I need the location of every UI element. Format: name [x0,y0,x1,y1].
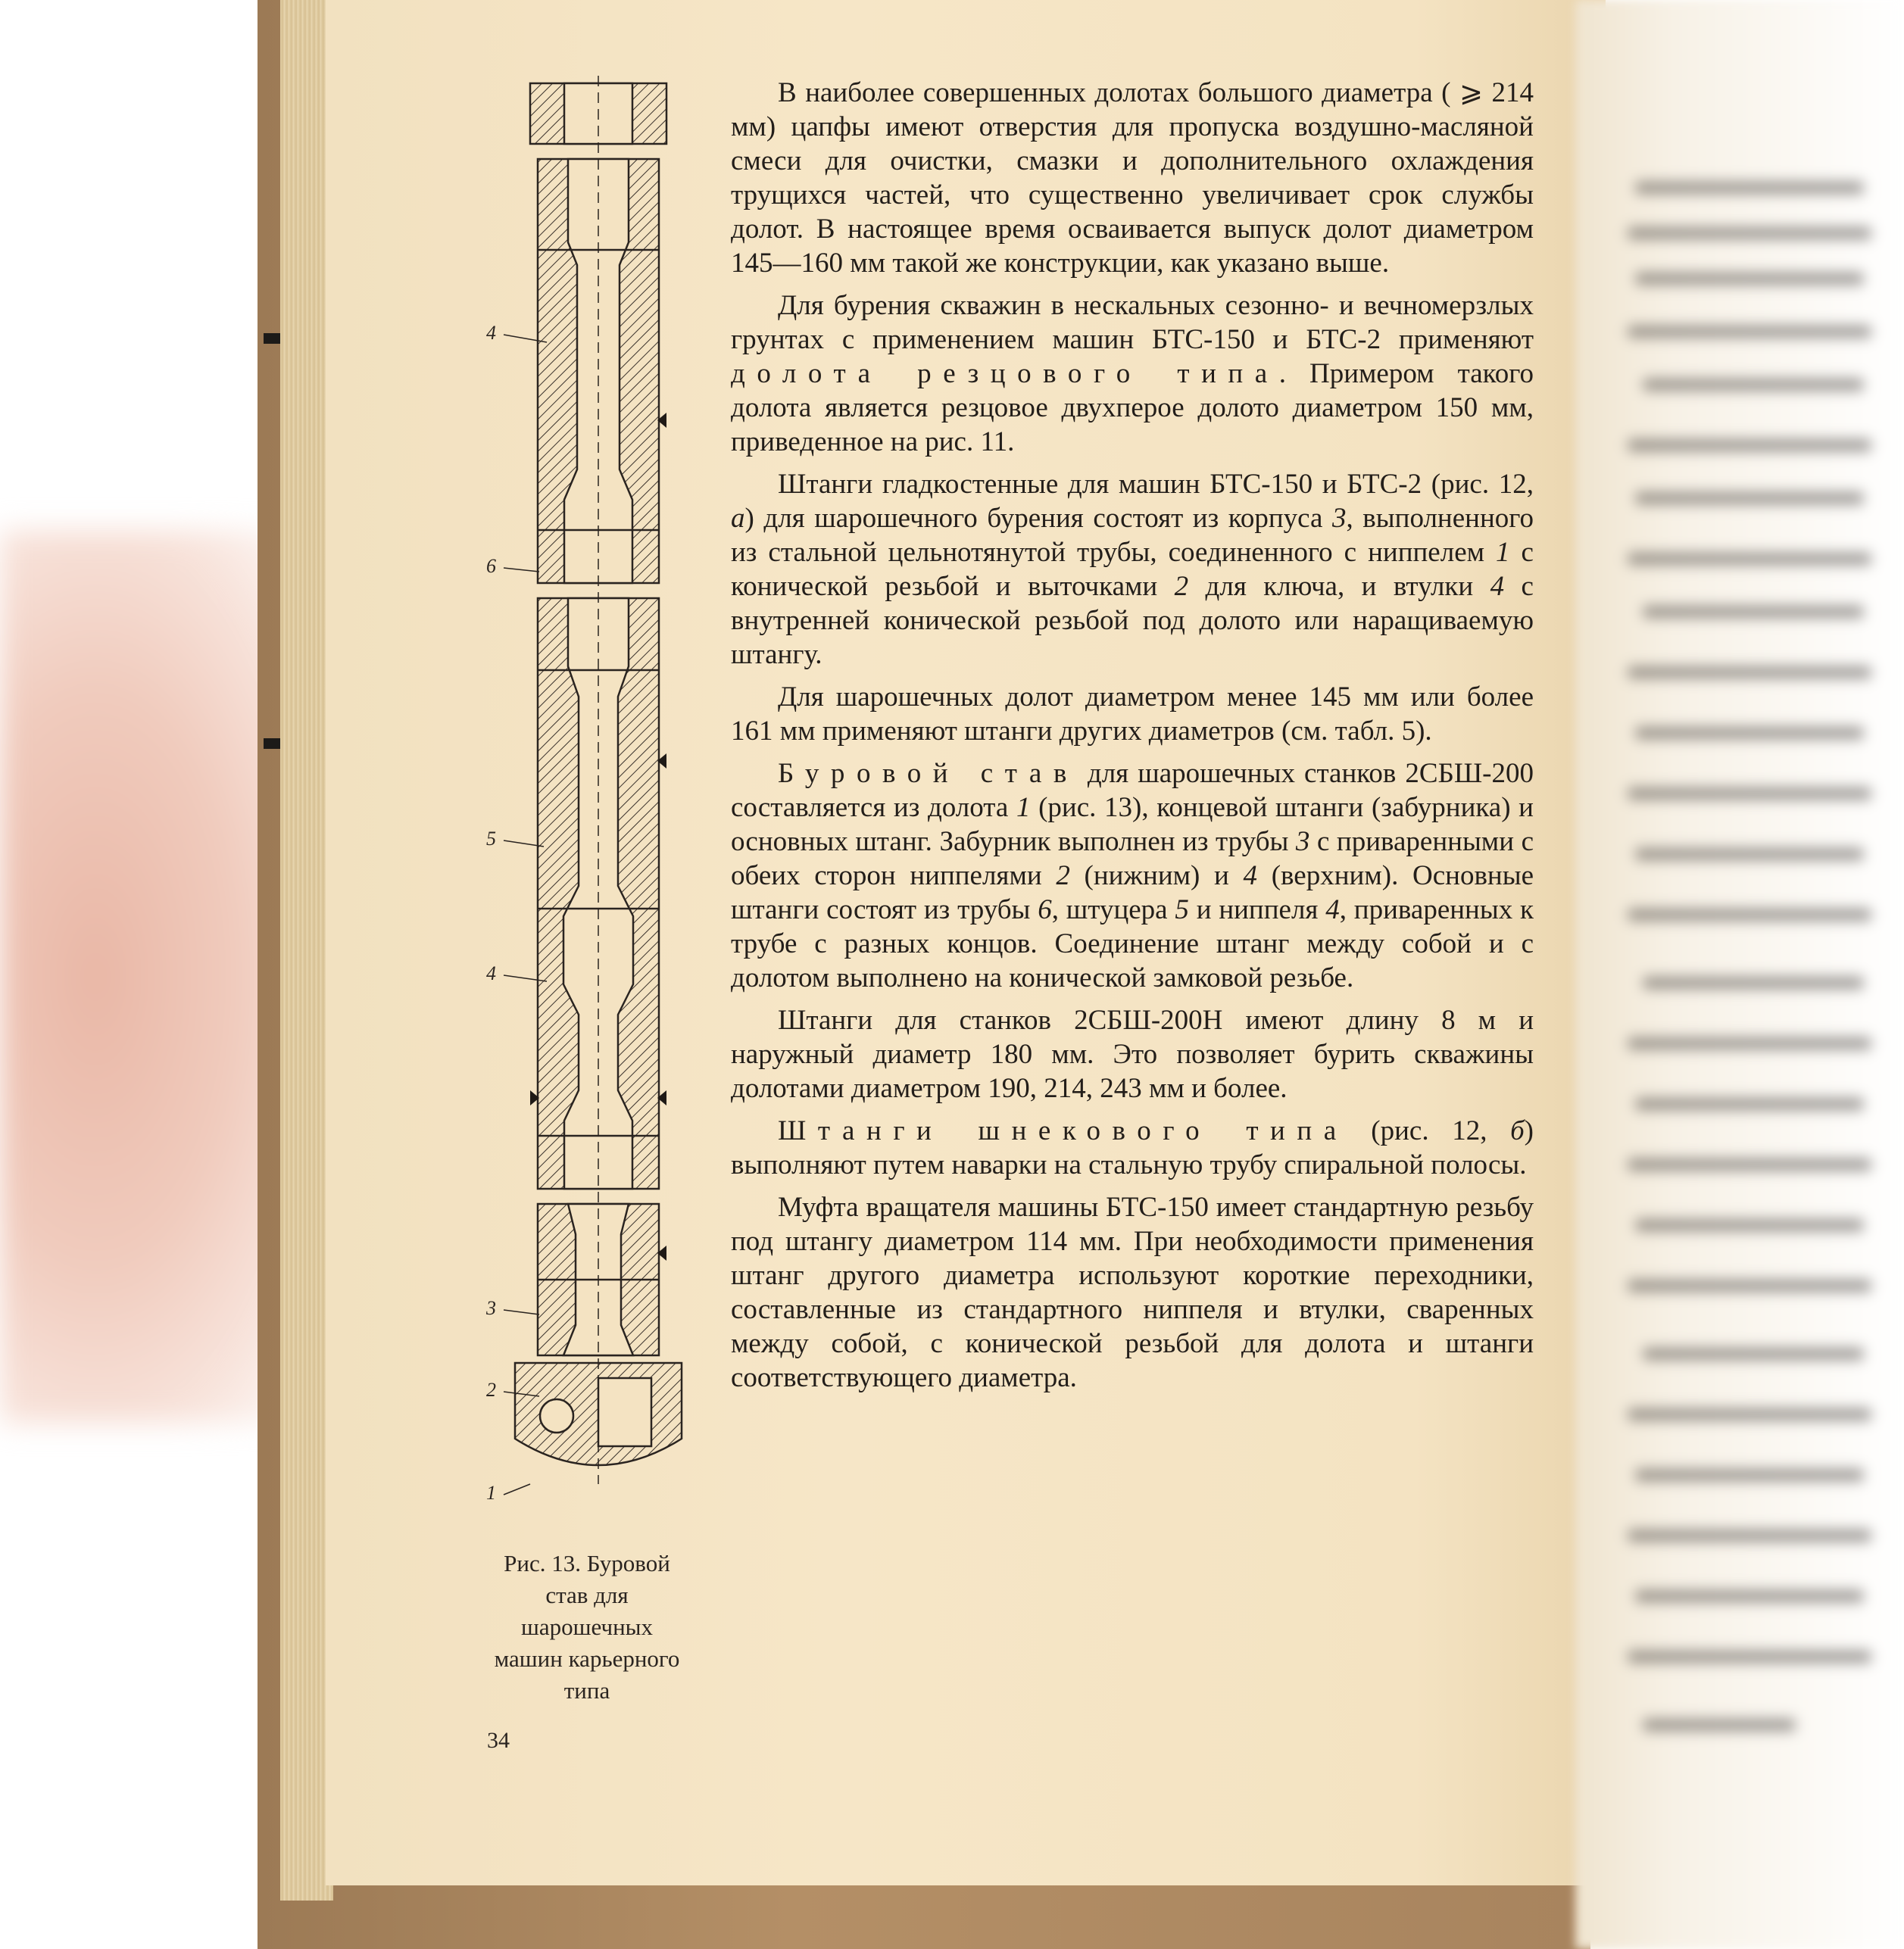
text-run: (рис. 12, [1347,1115,1511,1146]
blurred-facing-page [1575,0,1904,1949]
text-run: 2 [1174,571,1189,602]
text-run: , выполненного из стальной цельнотянутой трубы, соединенного с ниппелем [731,503,1534,568]
paragraph [731,680,1534,748]
page-number: 34 [487,1728,510,1753]
text-run: 4 [1490,571,1505,602]
text-run: 4 [1243,860,1258,891]
text-run: Буровой став [778,758,1078,789]
drill-string-figure [485,76,704,1504]
cover-mark [264,333,280,344]
text-run: долота резцового типа [731,358,1279,389]
cover-mark [264,738,280,749]
paragraph [731,76,1534,280]
paragraph [731,288,1534,459]
text-run: Штанги для станков 2СБШ-200Н имеют длину 8 м и наружный диаметр 180 мм. Это позволяет бурить скважины долотами диаметром 190, 214, 243 мм и более. [731,1005,1534,1104]
text-run: 6 [1038,894,1052,925]
text-run: с приваренными с обеих сторон ниппелями [731,826,1534,891]
text-run: . Примером такого долота является резцовое двухперое долото диаметром 150 мм, приведенное на рис. 11. [731,358,1534,457]
text-run: ) выполняют путем наварки на стальную трубу спиральной полосы. [731,1115,1534,1180]
paragraph [731,756,1534,995]
text-run: для ключа, и втулки [1188,571,1490,602]
paragraph [731,1003,1534,1105]
text-run: Муфта вращателя машины БТС-150 имеет стандартную резьбу под штангу диаметром 114 мм. При необходимости применения штанг другого диаметра используют короткие переходники, составленные из стандартного ниппеля и втулки, сваренных между собой, с конической резьбой для долота и штанги соответствующего диаметра. [731,1192,1534,1393]
body-text [731,76,1534,1403]
figure-label: 4 [486,322,496,344]
text-run: б [1510,1115,1525,1146]
text-run: Штанги шнекового типа [778,1115,1348,1146]
text-run: (верхним). Основные штанги состоят из трубы [731,860,1534,925]
text-run: 1 [1016,792,1031,823]
text-run: , приваренных к трубе с разных концов. Соединение штанг между собой и с долотом выполнено на конической замковой резьбе. [731,894,1534,993]
text-run: , штуцера [1051,894,1175,925]
text-run: а [731,503,745,534]
paragraph [731,1114,1534,1182]
figure-label: 2 [486,1379,496,1401]
text-run: В наиболее совершенных долотах большого диаметра ( ⩾ 214 мм) цапфы имеют отверстия для пропуска воздушно-масляной смеси для очистки, смазки и дополнительного охлаждения трущихся частей, что существенно увеличивает срок службы долот. В настоящее время осваивается выпуск долот диаметром 145—160 мм такой же конструкции, как указано выше. [731,77,1534,279]
drill-string-drawing [485,76,704,1499]
text-run: с конической резьбой и выточками [731,537,1534,602]
text-run: 2 [1056,860,1070,891]
text-run: для шарошечных станков 2СБШ-200 составляется из долота [731,758,1534,823]
figure-label: 6 [486,555,496,577]
figure-caption: Рис. 13. Буровой став для шарошечных машин карьерного типа [494,1550,680,1704]
text-run: Для шарошечных долот диаметром менее 145 мм или более 161 мм применяют штанги других диаметров (см. табл. 5). [731,681,1534,747]
text-run: 1 [1496,537,1510,568]
text-run: (рис. 13), концевой штанги (забурника) и основных штанг. Забурник выполнен из трубы [731,792,1534,857]
figure-label: 4 [486,962,496,984]
text-run: 3 [1295,826,1310,857]
text-run: ) для шарошечного бурения состоят из корпуса [744,503,1333,534]
text-run: Штанги гладкостенные для машин БТС-150 и БТС-2 (рис. 12, [778,469,1534,500]
text-run: 5 [1175,894,1189,925]
paragraph [731,467,1534,672]
paragraph [731,1190,1534,1395]
figure-label: 3 [486,1297,496,1319]
text-run: (нижним) и [1069,860,1244,891]
text-run: 4 [1325,894,1340,925]
figure-label: 1 [486,1482,496,1504]
text-run: 3 [1332,503,1347,534]
text-run: Для бурения скважин в нескальных сезонно- и вечномерзлых грунтах с применением машин БТС-150 и БТС-2 применяют [731,290,1534,355]
text-run: с внутренней конической резьбой под долото или наращиваемую штангу. [731,571,1534,670]
text-run: и ниппеля [1188,894,1326,925]
figure-label: 5 [486,828,496,850]
